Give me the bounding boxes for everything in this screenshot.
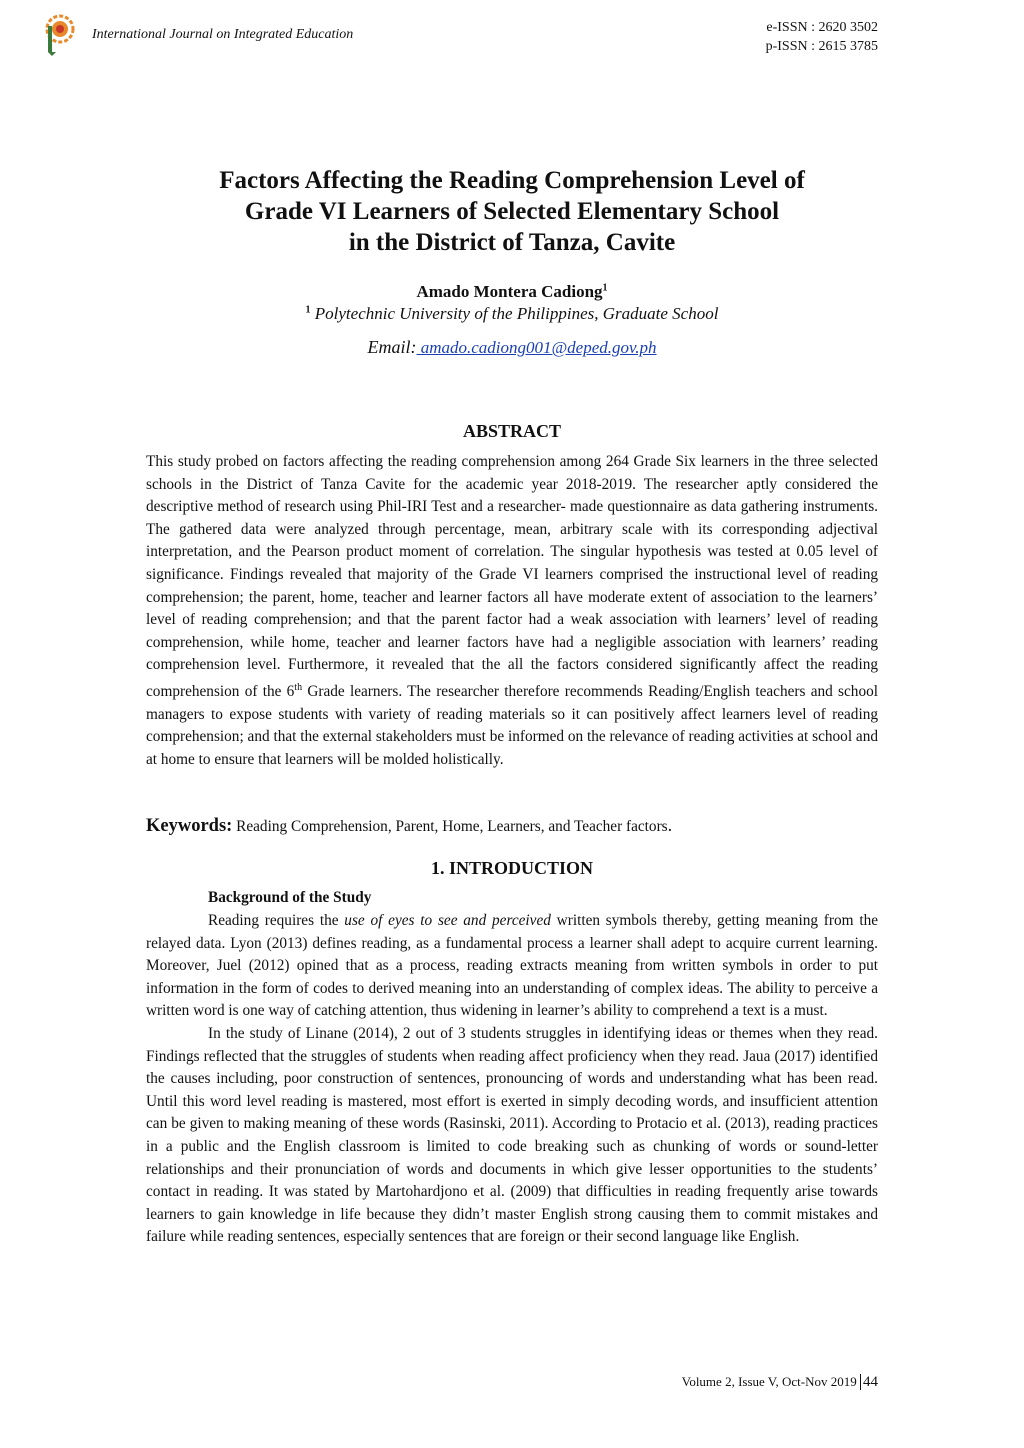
- email-label: Email:: [367, 337, 417, 357]
- eissn: e-ISSN : 2620 3502: [766, 20, 878, 35]
- keywords: [146, 815, 878, 837]
- abstract-text-part: This study probed on factors affecting the reading comprehension among 264 Grade Six learners in the three selected schools in the District of Tanza Cavite for the academic year 2018-2019. The researcher aptly considered the descriptive method of research using Phil-IRI Test and a researcher- made questionnaire as data gathering instruments. The gathered data were analyzed through percentage, mean, arbitrary scale with its corresponding adjectival interpretation, and the Pearson product moment of correlation. The singular hypothesis was tested at 0.05 level of significance. Findings revealed that majority of the Grade VI learners comprised the instructional level of reading comprehension; the parent, home, teacher and learner factors all have moderate extent of association to the learners’ level of reading comprehension; and that the parent factor had a weak association with learners’ level of reading comprehension, while home, teacher and learner factors have had a negligible association with learners’ reading comprehension level. Furthermore, it revealed that the all the factors considered significantly affect the reading comprehension of the 6: [146, 453, 878, 701]
- author-name: Amado Montera Cadiong: [416, 282, 603, 301]
- section-heading-introduction: 1. INTRODUCTION: [430, 858, 594, 878]
- introduction-body: [146, 910, 878, 1249]
- page-footer: [682, 1374, 878, 1391]
- keywords-end: .: [667, 815, 673, 835]
- paragraph-italic: use of eyes to see and perceived: [344, 912, 551, 929]
- issn-block: [766, 18, 878, 56]
- keywords-text: Reading Comprehension, Parent, Home, Learners, and Teacher factors: [232, 818, 668, 835]
- title-line: Factors Affecting the Reading Comprehension Level of: [219, 167, 805, 194]
- paper-title: [146, 165, 878, 258]
- email-line: [146, 337, 878, 358]
- author-sup: 1: [602, 282, 608, 294]
- title-line: Grade VI Learners of Selected Elementary School: [244, 198, 780, 225]
- keywords-label: Keywords:: [146, 816, 233, 836]
- journal-name: International Journal on Integrated Education: [92, 27, 354, 42]
- pissn: p-ISSN : 2615 3785: [765, 39, 878, 54]
- paragraph: In the study of Linane (2014), 2 out of 3 students struggles in identifying ideas or themes when they read. Findings reflected that the struggles of students when reading affect proficiency when they read. Jaua (2017) identified the causes including, poor construction of sentences, pronouncing of words and understanding what has been read. Until this word level reading is mastered, most effort is exerted in simply decoding words, and insufficient attention can be given to making meaning of these words (Rasinski, 2011). According to Protacio et al. (2013), reading practices in a public and the English classroom is limited to code breaking such as chunking of words or sound-letter relationships and their pronunciation of words and documents in which give lesser opportunities to the students’ contact in reading. It was stated by Martohardjono et al. (2009) that difficulties in reading frequently arise towards learners to gain knowledge in life because they didn’t master English strong causing them to commit mistakes and failure while reading sentences, especially sentences that are foreign or their second language like English.: [146, 1024, 878, 1246]
- ordinal-sup: th: [294, 681, 303, 693]
- subsection-heading: Background of the Study: [208, 889, 372, 906]
- paragraph: [146, 910, 878, 1023]
- author: [146, 282, 878, 302]
- volume-info: Volume 2, Issue V, Oct-Nov 2019: [681, 1374, 860, 1389]
- journal-logo-icon: [42, 14, 76, 56]
- paragraph-text: Reading requires the: [208, 912, 345, 929]
- title-line: in the District of Tanza, Cavite: [348, 229, 676, 256]
- paragraph-text: written symbols thereby, getting meaning from the relayed data. Lyon (2013) defines reading, as a fundamental process a learner shall adept to acquire current learning. Moreover, Juel (2012) opined that as a process, reading extracts meaning from written symbols in order to put information in the form of codes to derived meaning into an understanding of complex ideas. The ability to perceive a written word is one way of catching attention, thus widening in learner’s ability to comprehend a text is a must.: [146, 912, 879, 1020]
- affiliation-sup: 1: [305, 304, 311, 316]
- abstract-heading: ABSTRACT: [462, 421, 562, 441]
- abstract-text-part: Grade learners. The researcher therefore recommends Reading/English teachers and school managers to expose students with variety of reading materials so it can positively affect learners level of reading comprehension; and that the external stakeholders must be informed on the relevance of reading activities at school and at home to ensure that learners will be molded holistically.: [146, 683, 878, 768]
- affiliation: [146, 304, 878, 324]
- affiliation-text: Polytechnic University of the Philippines, Graduate School: [310, 304, 719, 323]
- abstract-text: [146, 451, 878, 771]
- email-link[interactable]: amado.cadiong001@deped.gov.ph: [416, 338, 657, 357]
- page-number: 44: [860, 1374, 878, 1390]
